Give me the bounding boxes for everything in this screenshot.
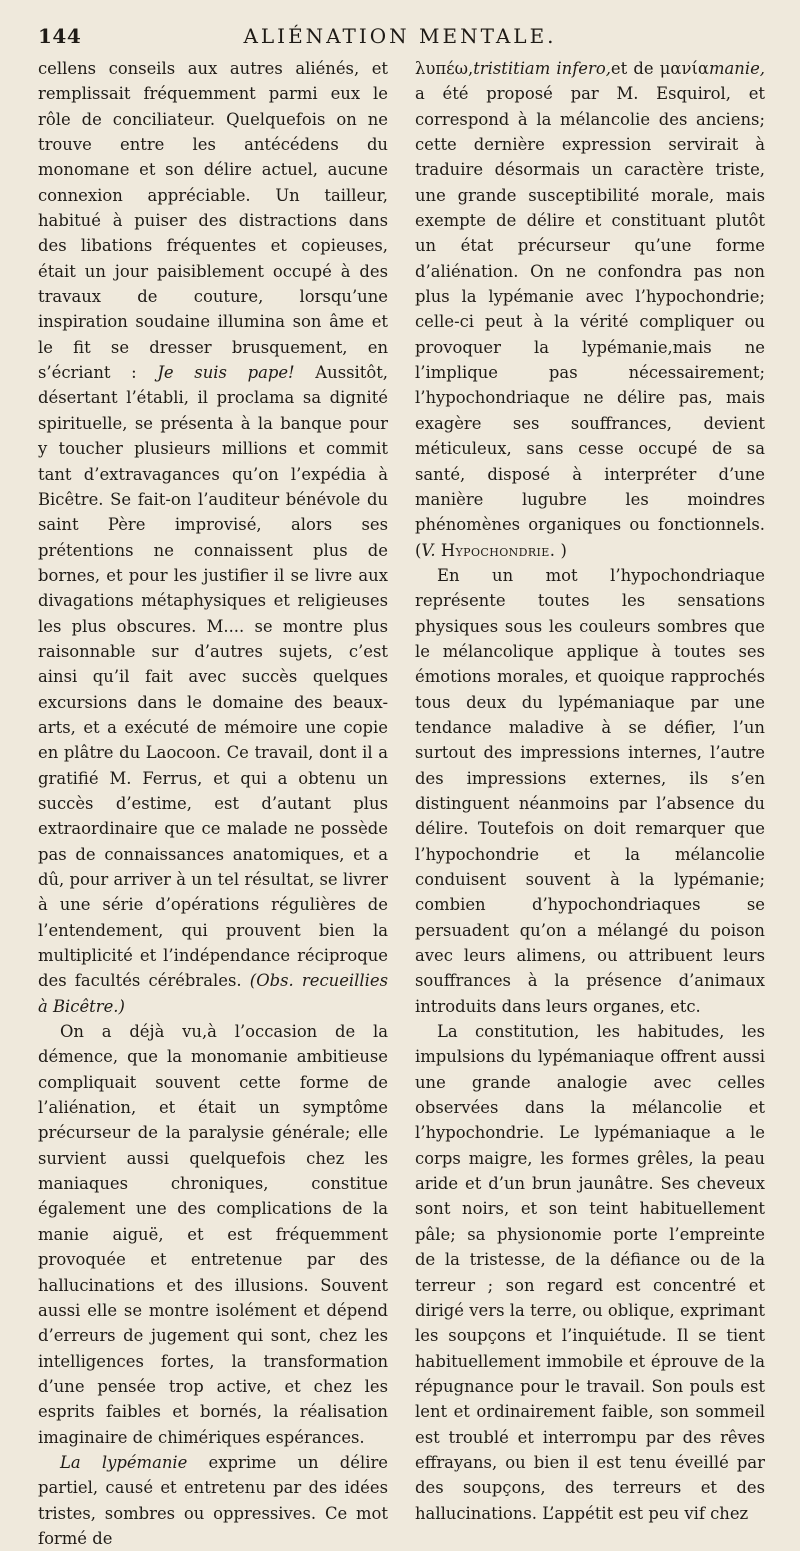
right-column: [415, 56, 765, 1526]
paragraph-text: Aussitôt, désertant l’établi, il proclama sa dignité spirituelle, se présenta à la banque pour y toucher plusieurs millions et commit tant d’extravagances qu’on l’expédia à Bicêtre. Se fait-on l’auditeur bénévole du saint Père improvisé, alors ses prétentions ne connaissent plus de bornes, et pour les justifier il se livre aux divagations métaphysiques et religieuses les plus obscures. M.... se montre plus raisonnable sur d’autres sujets, c’est ainsi qu’il fait avec succès quelques excursions dans le domaine des beaux-arts, et a exécuté de mémoire une copie en plâtre du Laocoon. Ce travail, dont il a gratifié M. Ferrus, et qui a obtenu un succès d’estime, est d’autant plus extraordinaire que ce malade ne possède pas de connaissances anatomiques, et a dû, pour arriver à un tel résultat, se livrer à une série d’opérations régulières de l’entendement, qui prouvent bien la multiplicité et l’indépendance réciproque des facultés cérébrales.: [38, 363, 389, 991]
emphasis-quote: Je suis pape!: [157, 363, 295, 383]
source-citation: (Obs. recueillies à Bicêtre.): [38, 971, 388, 1016]
paragraph: [415, 56, 765, 563]
paragraph-text: et de: [610, 59, 654, 78]
page-number: 144: [38, 24, 82, 48]
paragraph: [38, 56, 388, 1019]
paragraph-text: a été proposé par M. Esquirol, et correspond à la mélancolie des anciens; cette dernière expression servirait à traduire désormais un caractère triste, une grande susceptibilité morale, mais exempte de délire et constituant plutôt un état précurseur qu’une forme d’aliénation. On ne confondra pas non plus la lypémanie avec l’hypochondrie; celle-ci peut à la vérité compliquer ou provoquer la lypémanie,mais ne l’implique pas nécessairement; l’hypochondriaque ne délire pas, mais exagère ses souffrances, devient méticuleux, sans cesse occupé de sa santé, disposé à interpréter d’une manière lugubre les moindres phénomènes organiques ou fonctionnels.: [415, 84, 765, 535]
term-heading: La lypémanie: [60, 1452, 188, 1472]
greek-word: λυπέω,: [415, 59, 474, 78]
paragraph: [38, 1450, 388, 1551]
running-title: ALIÉNATION MENTALE.: [243, 24, 557, 48]
latin-gloss: manie,: [708, 59, 765, 78]
paragraph-text: cellens conseils aux autres aliénés, et remplissait fréquemment parmi eux le rôle de conciliateur. Quelquefois on ne trouve entre les antécédens du monomane et son délire actuel, aucune connexion appréciable. Un tailleur, habitué à puiser des distractions dans des libations fréquentes et copieuses, était un jour paisiblement occupé à des travaux de couture, lorsqu’une inspiration soudaine illumina son âme et le fit se dresser brusquement, en s’écriant :: [38, 59, 388, 383]
page-header: [38, 24, 762, 54]
left-column: [38, 56, 388, 1551]
cross-reference: (V. Hypochondrie. ): [415, 540, 567, 560]
greek-word: μανία: [659, 59, 709, 78]
paragraph: La constitution, les habitudes, les impulsions du lypémaniaque offrent aussi une grande analogie avec celles observées dans la mélancolie et l’hypochondrie. Le lypémaniaque a le corps maigre, les formes grêles, la peau aride et d’un brun jaunâtre. Ses cheveux sont noirs, et son teint habituellement pâle; sa physionomie porte l’empreinte de la tristesse, de la défiance ou de la terreur ; son regard est concentré et dirigé vers la terre, ou oblique, exprimant les soupçons et l’inquiétude. Il se tient habituellement immobile et éprouve de la répugnance pour le travail. Son pouls est lent et ordinairement faible, son sommeil est troublé et interrompu par des rêves effrayans, ou bien il est tenu éveillé par des soupçons, des terreurs et des hallucinations. L’appétit est peu vif chez: [415, 1022, 765, 1523]
paragraph: On a déjà vu,à l’occasion de la démence, que la monomanie ambitieuse compliquait souvent cette forme de l’aliénation, et était un symptôme précurseur de la paralysie générale; elle survient aussi quelquefois chez les maniaques chroniques, constitue également une des complications de la manie aiguë, et est fréquemment provoquée et entretenue par des hallucinations et des illusions. Souvent aussi elle se montre isolément et dépend d’erreurs de jugement qui sont, chez les intelligences fortes, la transformation d’une pensée trop active, et chez les esprits faibles et bornés, la réalisation imaginaire de chimériques espérances.: [38, 1022, 388, 1447]
latin-gloss: tristitiam infero,: [473, 59, 611, 78]
paragraph: En un mot l’hypochondriaque représente toutes les sensations physiques sous les couleurs sombres que le mélancolique applique à toutes ses émotions morales, et quoique rapprochés tous deux du lypémaniaque par une tendance maladive à se défier, l’un surtout des impressions internes, l’autre des impressions externes, ils s’en distinguent néanmoins par l’absence du délire. Toutefois on doit remarquer que l’hypochondrie et la mélancolie conduisent souvent à la lypémanie; combien d’hypochondriaques se persuadent qu’on a mélangé du poison avec leurs alimens, ou attribuent leurs souffrances à la présence d’animaux introduits dans leurs organes, etc.: [415, 565, 765, 1016]
paragraph-text: exprime un délire partiel, causé et entretenu par des idées tristes, sombres ou oppressives. Ce mot formé de: [38, 1452, 388, 1548]
